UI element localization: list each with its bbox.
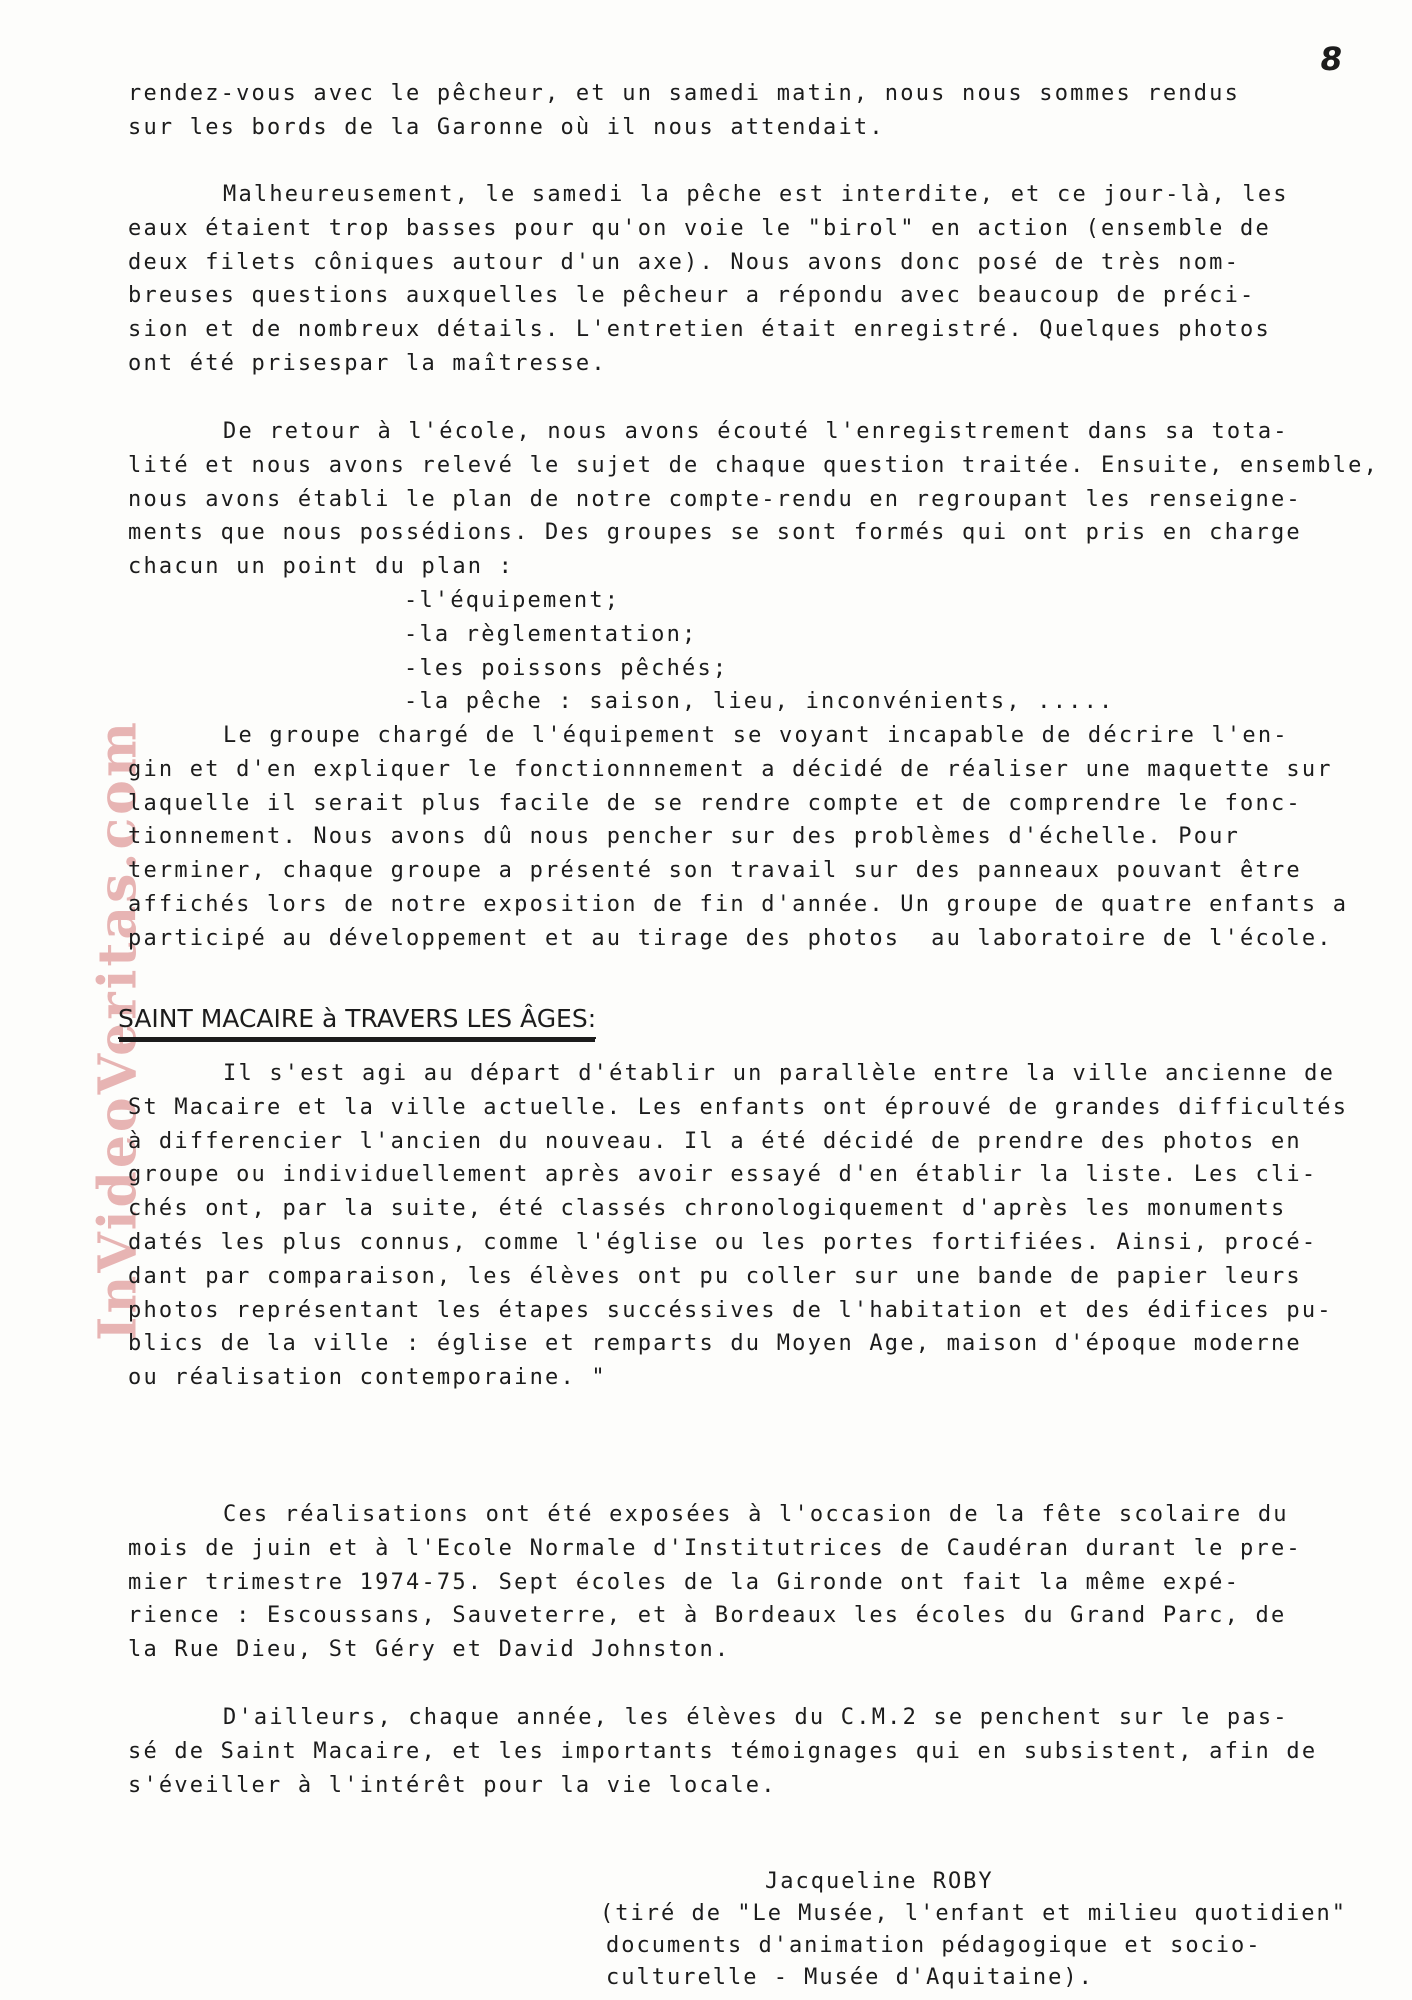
text-line: ont été prisespar la maîtresse. [128,350,607,376]
text-line: eaux étaient trop basses pour qu'on voie le "birol" en action (ensemble de [128,215,1271,241]
watermark: InVideoVeritas.com [87,719,149,1341]
section-heading: SAINT MACAIRE à TRAVERS LES ÂGES: [118,1004,596,1039]
text-line: sur les bords de la Garonne où il nous attendait. [128,114,885,140]
text-line: Le groupe chargé de l'équipement se voyant incapable de décrire l'en- [223,723,1289,748]
paragraph-5 [128,1057,1349,1395]
plan-list [404,584,1114,719]
text-line: mier trimestre 1974-75. Sept écoles de la Gironde ont fait la même expé- [128,1569,1241,1595]
text-line: s'éveiller à l'intérêt pour la vie locale. [128,1772,777,1798]
plan-item: -l'équipement; [404,588,621,613]
text-line: St Macaire et la ville actuelle. Les enfants ont éprouvé de grandes difficultés [128,1094,1349,1120]
source-line: documents d'animation pédagogique et socio- [606,1933,1262,1958]
text-line: nous avons établi le plan de notre compte-rendu en regroupant les renseigne- [128,486,1302,512]
text-line: De retour à l'école, nous avons écouté l'enregistrement dans sa tota- [223,419,1289,444]
text-line: participé au développement et au tirage des photos au laboratoire de l'école. [128,925,1333,951]
text-line: la Rue Dieu, St Géry et David Johnston. [128,1637,731,1663]
paragraph-2 [128,178,1328,381]
plan-item: -la règlementation; [404,621,698,647]
plan-item: -les poissons pêchés; [404,655,729,681]
text-line: gin et d'en expliquer le fonctionnnement a décidé de réaliser une maquette sur [128,756,1333,782]
source-line: culturelle - Musée d'Aquitaine). [606,1965,1094,1990]
paragraph-3 [128,415,1380,584]
text-line: affichés lors de notre exposition de fin d'année. Un groupe de quatre enfants a [128,891,1349,917]
plan-item: -la pêche : saison, lieu, inconvénients, ..... [404,689,1115,715]
text-line: photos représentant les étapes succéssives de l'habitation et des édifices pu- [128,1297,1333,1323]
text-line: à differencier l'ancien du nouveau. Il a été décidé de prendre des photos en [128,1128,1302,1154]
text-line: Malheureusement, le samedi la pêche est interdite, et ce jour-là, les [223,182,1289,207]
paragraph-4 [128,719,1349,956]
page-number: 8 [1317,40,1345,78]
author-name: Jacqueline ROBY [765,1869,994,1894]
text-line: datés les plus connus, comme l'église ou les portes fortifiées. Ainsi, procé- [128,1229,1318,1255]
text-line: laquelle il serait plus facile de se rendre compte et de comprendre le fonc- [128,790,1302,816]
text-line: sion et de nombreux détails. L'entretien était enregistré. Quelques photos [128,317,1271,343]
text-line: ou réalisation contemporaine. " [128,1365,607,1391]
text-line: chés ont, par la suite, été classés chronologiquement d'après les monuments [128,1196,1287,1222]
paragraph-7 [128,1701,1328,1802]
text-line: D'ailleurs, chaque année, les élèves du C.M.2 se penchent sur le pas- [223,1705,1289,1730]
text-line: Il s'est agi au départ d'établir un parallèle entre la ville ancienne de [223,1061,1336,1086]
text-line: terminer, chaque groupe a présenté son travail sur des panneaux pouvant être [128,858,1302,884]
text-line: sé de Saint Macaire, et les importants témoignages qui en subsistent, afin de [128,1738,1318,1764]
text-line: ments que nous possédions. Des groupes se sont formés qui ont pris en charge [128,520,1302,546]
text-line: blics de la ville : église et remparts du Moyen Age, maison d'époque moderne [128,1331,1302,1357]
text-line: breuses questions auxquelles le pêcheur a répondu avec beaucoup de préci- [128,283,1256,309]
text-line: rience : Escoussans, Sauveterre, et à Bordeaux les écoles du Grand Parc, de [128,1603,1287,1629]
source-line: (tiré de "Le Musée, l'enfant et milieu quotidien" [600,1901,1348,1926]
text-line: groupe ou individuellement après avoir essayé d'en établir la liste. Les cli- [128,1162,1318,1188]
text-line: Ces réalisations ont été exposées à l'occasion de la fête scolaire du [223,1502,1289,1527]
text-line: lité et nous avons relevé le sujet de chaque question traitée. Ensuite, ensemble, [128,452,1380,478]
text-line: deux filets côniques autour d'un axe). Nous avons donc posé de très nom- [128,249,1241,275]
text-line: rendez-vous avec le pêcheur, et un samedi matin, nous nous sommes rendus [128,81,1241,106]
text-line: mois de juin et à l'Ecole Normale d'Institutrices de Caudéran durant le pre- [128,1535,1302,1561]
text-line: chacun un point du plan : [128,554,515,580]
signature-block [600,1866,1347,1994]
paragraph-6 [128,1498,1328,1667]
paragraph-1 [128,77,1328,145]
text-line: dant par comparaison, les élèves ont pu coller sur une bande de papier leurs [128,1263,1302,1289]
text-line: tionnement. Nous avons dû nous pencher sur des problèmes d'échelle. Pour [128,824,1241,850]
